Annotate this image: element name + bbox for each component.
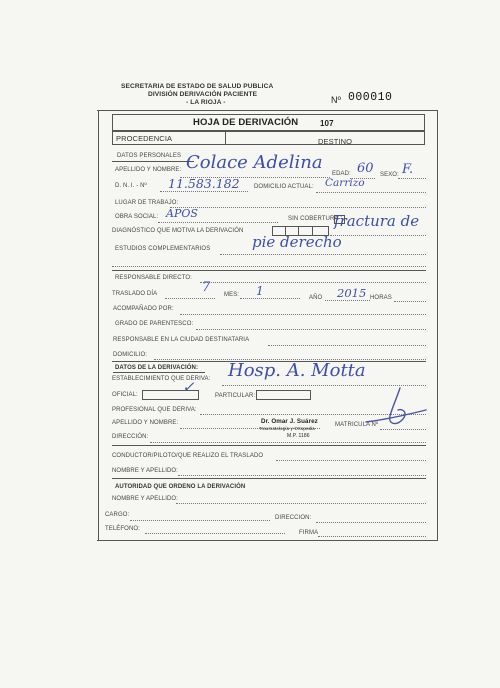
accompanied-by-line <box>180 314 426 315</box>
sex-line <box>398 178 426 179</box>
complementary-studies-line <box>220 254 426 255</box>
age-value: 60 <box>357 161 374 176</box>
transfer-day-value: 7 <box>202 280 211 295</box>
transfer-day-line <box>165 298 215 299</box>
dni-value: 11.583.182 <box>168 176 240 191</box>
transfer-day-label: TRASLADO DÍA <box>112 291 158 297</box>
stamp-license: M.P. 1186 <box>287 433 310 439</box>
referring-facility-value: Hosp. A. Motta <box>228 360 366 381</box>
direct-responsible-line <box>200 282 426 283</box>
current-address-value: Carrizo <box>325 177 365 189</box>
dni-label: D. N. I. - Nº <box>115 183 147 189</box>
frame-left-line <box>98 110 99 540</box>
stamp-specialty: Traumatología y Ortopedia <box>259 426 315 431</box>
kinship-line <box>196 329 426 330</box>
position-line <box>130 520 270 521</box>
driver-line <box>276 460 426 461</box>
age-label: EDAD: <box>332 171 351 177</box>
year-line <box>325 300 370 301</box>
section-divider-1 <box>112 270 426 271</box>
official-checkmark: ✓ <box>182 378 195 396</box>
doctor-signature <box>362 382 434 432</box>
driver-label: CONDUCTOR/PILOTO/QUE REALIZO EL TRASLADO <box>112 453 264 459</box>
signature-label: FIRMA <box>299 530 319 536</box>
procedencia-label: PROCEDENCIA <box>116 134 173 143</box>
authority-address-line <box>316 522 426 523</box>
health-insurance-label: OBRA SOCIAL: <box>115 214 159 220</box>
no-coverage-label: SIN COBERTURA <box>288 216 339 222</box>
month-label: MES: <box>224 292 240 298</box>
section-divider-3 <box>112 445 426 446</box>
license-label: MATRICULA Nº <box>335 422 379 428</box>
complementary-studies-label: ESTUDIOS COMPLEMENTARIOS <box>115 246 211 252</box>
current-address-label: DOMICILIO ACTUAL: <box>254 184 314 190</box>
stamp-doctor-name: Dr. Omar J. Suárez <box>261 418 318 425</box>
form-title-number: 107 <box>320 119 334 128</box>
sex-label: SEXO: <box>380 172 399 178</box>
section-divider-4 <box>112 478 426 479</box>
diagnosis-line <box>330 235 426 236</box>
destination-responsible-line <box>268 345 426 346</box>
direct-responsible-label: RESPONSABLE DIRECTO: <box>115 275 192 281</box>
current-address-line <box>316 192 426 193</box>
form-number: 000010 <box>348 91 393 104</box>
workplace-line <box>170 207 426 208</box>
private-checkbox[interactable] <box>256 390 311 400</box>
year-value: 2015 <box>337 286 367 300</box>
address-line <box>150 442 426 443</box>
frame-bottom-line <box>97 540 438 541</box>
origin-destination-divider <box>225 131 226 144</box>
authority-name-label: NOMBRE Y APELLIDO: <box>112 496 178 502</box>
full-name-label: APELLIDO Y NOMBRE: <box>115 167 182 173</box>
complementary-studies-value: pie derecho <box>252 233 342 251</box>
authority-heading: AUTORIDAD QUE ORDENO LA DERIVACIÓN <box>115 484 246 490</box>
frame-right-line <box>437 110 438 540</box>
authority-name-line <box>176 503 426 504</box>
kinship-label: GRADO DE PARENTESCO: <box>115 321 194 327</box>
referring-professional-label: PROFESIONAL QUE DERIVA: <box>112 407 197 413</box>
position-label: CARGO: <box>105 512 130 518</box>
month-line <box>240 298 300 299</box>
referral-data-underline <box>113 372 205 373</box>
dni-line <box>160 191 248 192</box>
year-label: AÑO <box>309 295 323 301</box>
health-insurance-line <box>158 222 278 223</box>
sex-value: F. <box>402 162 414 177</box>
address-label: DIRECCIÓN: <box>112 434 149 440</box>
blank-line-1 <box>112 266 426 267</box>
hours-label: HORAS <box>370 295 392 301</box>
private-label: PARTICULAR: <box>215 393 256 399</box>
full-name-value: Colace Adelina <box>186 152 323 173</box>
referring-facility-label: ESTABLECIMIENTO QUE DERIVA: <box>112 376 211 382</box>
referral-data-heading: DATOS DE LA DERIVACIÓN: <box>115 365 199 371</box>
destino-label: DESTINO <box>318 137 353 146</box>
workplace-label: LUGAR DE TRABAJO: <box>115 200 179 206</box>
diagnosis-value: fractura de <box>334 212 420 230</box>
header-province: - LA RIOJA - <box>186 99 226 106</box>
official-label: OFICIAL: <box>112 392 138 398</box>
phone-line <box>145 533 285 534</box>
phone-label: TELÉFONO: <box>105 526 140 532</box>
form-title: HOJA DE DERIVACIÓN <box>193 117 299 128</box>
driver-name-label: NOMBRE Y APELLIDO: <box>112 468 178 474</box>
personal-data-underline <box>112 161 194 162</box>
health-insurance-value: APOS <box>166 207 198 220</box>
personal-data-heading: DATOS PERSONALES <box>117 153 182 159</box>
domicile-label: DOMICILIO: <box>113 352 148 358</box>
diagnosis-label: DIAGNÓSTICO QUE MOTIVA LA DERIVACIÓN <box>112 228 244 234</box>
hours-line <box>394 301 426 302</box>
driver-name-line <box>178 475 426 476</box>
professional-name-label: APELLIDO Y NOMBRE: <box>112 420 179 426</box>
accompanied-by-label: ACOMPAÑADO POR: <box>113 306 174 312</box>
header-ministry: SECRETARIA DE ESTADO DE SALUD PUBLICA <box>121 83 274 90</box>
form-number-prefix: Nº <box>331 95 341 105</box>
signature-line <box>318 536 426 537</box>
month-value: 1 <box>256 284 264 298</box>
authority-address-label: DIRECCION: <box>275 515 312 521</box>
frame-top-line <box>97 110 438 111</box>
destination-responsible-label: RESPONSABLE EN LA CIUDAD DESTINATARIA <box>113 337 250 343</box>
header-division: DIVISIÓN DERIVACIÓN PACIENTE <box>148 91 258 98</box>
